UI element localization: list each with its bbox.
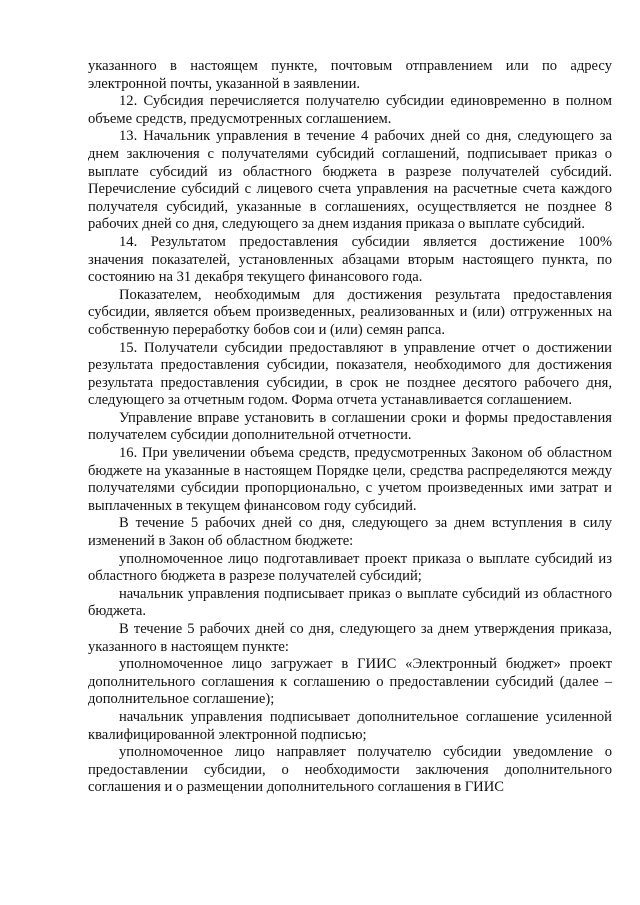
paragraph-indicator: Показателем, необходимым для достижения результата предоставления субсидии, является объем произведенных, реализованных и (или) отгруженных на собственную переработку бобов сои и (или) семян рапса. (88, 286, 612, 338)
paragraph-item-15: 15. Получатели субсидии предоставляют в управление отчет о достижении результата предоставления субсидии, показателя, необходимого для достижения результата предоставления субсидии, в срок не позднее десятого рабочего дня, следующего за отчетным годом. Форма отчета устанавливается соглашением. (88, 339, 612, 409)
paragraph-step-sign-order: начальник управления подписывает приказ о выплате субсидий из областного бюджета. (88, 585, 612, 620)
paragraph-term-law-change: В течение 5 рабочих дней со дня, следующего за днем вступления в силу изменений в Закон об областном бюджете: (88, 515, 612, 550)
paragraph-continuation: указанного в настоящем пункте, почтовым отправлением или по адресу электронной почты, указанной в заявлении. (88, 58, 612, 92)
paragraph-item-16: 16. При увеличении объема средств, предусмотренных Законом об областном бюджете на указанные в настоящем Порядке цели, средства распределяются между получателями субсидии пропорционально, с учетом произведенных ими затрат и выплаченных в текущем финансовом году субсидий. (88, 445, 612, 514)
paragraph-additional-reporting: Управление вправе установить в соглашении сроки и формы предоставления получателем субсидии дополнительной отчетности. (88, 409, 612, 444)
paragraph-item-13: 13. Начальник управления в течение 4 рабочих дней со дня, следующего за днем заключения с получателями субсидий соглашений, подписывает приказ о выплате субсидий из областного бюджета в разрезе получателей субсидий. Перечисление субсидий с лицевого счета управления на расчетные счета каждого получателя субсидий, указанные в соглашениях, осуществляется не позднее 8 рабочих дней со дня, следующего за днем издания приказа о выплате субсидий. (88, 128, 612, 233)
paragraph-step-send-notice: уполномоченное лицо направляет получателю субсидии уведомление о предоставлении субсидии, о необходимости заключения дополнительного соглашения и о размещении дополнительного соглашения в ГИИС (88, 744, 612, 796)
paragraph-term-order-approval: В течение 5 рабочих дней со дня, следующего за днем утверждения приказа, указанного в настоящем пункте: (88, 621, 612, 655)
paragraph-step-sign-agreement: начальник управления подписывает дополнительное соглашение усиленной квалифицированной электронной подписью; (88, 708, 612, 743)
paragraph-step-prepare-order: уполномоченное лицо подготавливает проект приказа о выплате субсидий из областного бюджета в разрезе получателей субсидий; (88, 550, 612, 585)
document-page (88, 58, 612, 797)
paragraph-step-upload-agreement: уполномоченное лицо загружает в ГИИС «Электронный бюджет» проект дополнительного соглашения к соглашению о предоставлении субсидий (далее – дополнительное соглашение); (88, 656, 612, 708)
paragraph-item-12: 12. Субсидия перечисляется получателю субсидии единовременно в полном объеме средств, предусмотренных соглашением. (88, 93, 612, 127)
paragraph-item-14: 14. Результатом предоставления субсидии является достижение 100% значения показателей, установленных абзацами вторым настоящего пункта, по состоянию на 31 декабря текущего финансового года. (88, 233, 612, 286)
